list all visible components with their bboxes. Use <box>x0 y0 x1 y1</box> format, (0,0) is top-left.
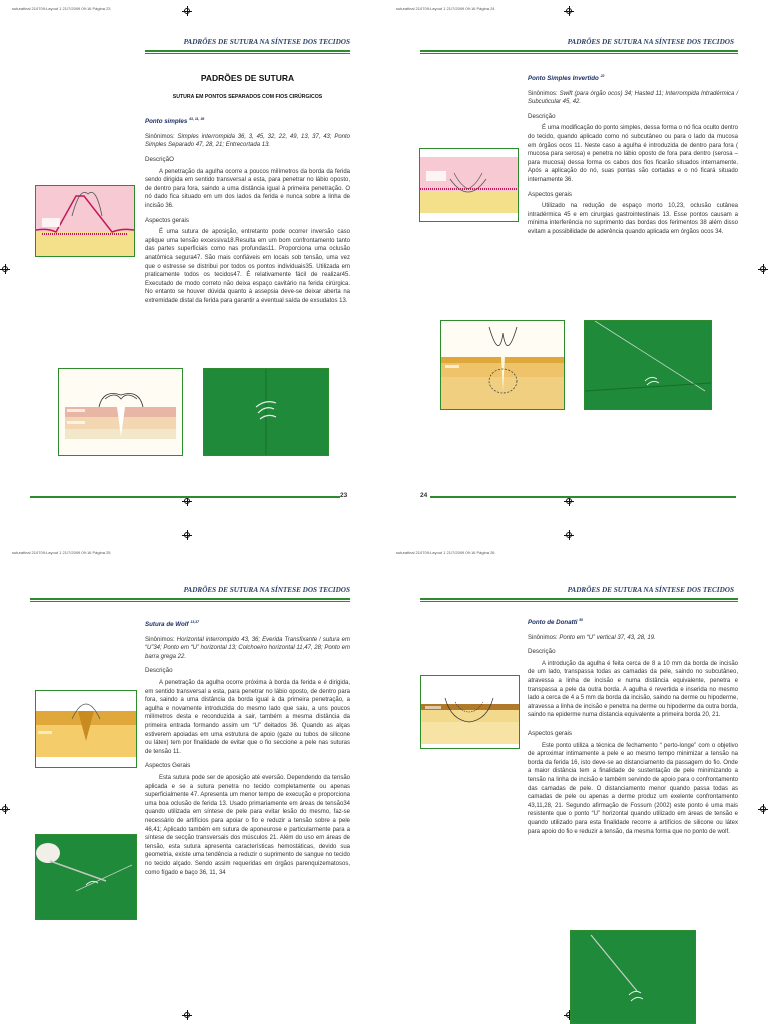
aspects-label: Aspectos gerais <box>528 190 573 198</box>
inverted-stitch-cross-section <box>440 320 565 410</box>
registration-mark-icon <box>0 264 10 274</box>
registration-mark-icon <box>758 804 768 814</box>
section-heading: Ponto Simples Invertido $^{22}$ <box>528 74 605 83</box>
header-rule <box>420 50 738 52</box>
aspects-label: Aspectos gerais <box>528 730 573 737</box>
section-heading: Ponto simples $^{43, 11, 36}$ <box>145 117 205 126</box>
simple-stitch-diagram <box>35 185 135 257</box>
registration-mark-icon <box>564 496 574 506</box>
header-rule <box>145 50 350 52</box>
footer-rule <box>430 496 736 498</box>
description-label: Descrição <box>528 112 556 120</box>
page-26-body <box>528 616 738 839</box>
description-text: A penetração da agulha ocorre a poucos milímetros da borda da ferida sendo dirigida em sentido transversal a esta, para penetrar no lábio oposto, de dentro para fora, saindo a uma distância igual à primeira penetração. O nó dado fica situado em um dos lados da ferida e nunca sobre a linha de incisão 36. <box>145 168 350 209</box>
aspects-label: Aspectos Gerais <box>145 762 191 770</box>
page-25-body <box>145 618 350 880</box>
registration-mark-icon <box>0 804 10 814</box>
running-header: PADRÕES DE SUTURA NA SÍNTESE DOS TECIDOS <box>183 586 350 594</box>
simple-stitch-photo <box>203 368 329 456</box>
page-number: 24 <box>420 492 428 499</box>
header-rule <box>420 598 738 600</box>
aspects-text: Utilizado na redução de espaço morto 10,23, oclusão cutânea intradérmica 45 e em cirurgias gastrointestinais 13. Esse pontos causam a mínima interferência no suprimento das bordas dos ferimentos 38 além disso evitam a possibilidade de aderência quando aplicada em órgãos ocos 34. <box>528 203 738 235</box>
registration-mark-icon <box>758 264 768 274</box>
description-label: Descrição <box>528 648 556 656</box>
wolf-suture-diagram <box>35 690 137 768</box>
registration-mark-icon <box>564 6 574 16</box>
wolf-suture-photo <box>35 834 137 920</box>
description-text: É uma modificação do ponto simples, dessa forma o nó fica oculto dentro do tecido, quando aplicado como nó subcutâneo ou para o lado da mucosa em órgãos ocos 11. Neste caso a agulha é introduzida de dentro para fora ( mucosa para serosa) e penetra no lábio oposto de fora para dentro (serosa – para mucosa) dessa forma os cabos dos fios ficarão situados internamente. Após a aplicação do nó, suas pontas são cortadas e o nó ficará situado internamente 36. <box>528 125 738 183</box>
header-rule-thin <box>420 601 738 602</box>
page-24 <box>384 0 768 512</box>
registration-mark-icon <box>564 530 574 540</box>
registration-mark-icon <box>182 1010 192 1020</box>
inverted-stitch-diagram <box>419 148 519 222</box>
stitch-cross-section <box>58 368 183 456</box>
page-23 <box>0 0 384 512</box>
header-rule-thin <box>145 53 350 54</box>
aspects-text: Esta sutura pode ser de aposição até eversão. Dependendo da tensão aplicada e se a sutura penetra no tecido completamente ou apenas superficialmente 47. Apresenta um menor tempo de execução e proporciona uma boa oclusão de ferida 13. Usado primariamente em áreas de tensão34 quando utilizada em síntese de pele para evitar lesão do mesmo, faz-se necessário de artifícios para apoiar o fio e reduzir a tensão sobre a pele 46,41; Aplicado também em sutura de aponeurose e particularmente para a síntese de secção transversais dos músculos 21. Além do uso em áreas de tensão, esta sutura apresenta características hemostáticas, devido sua geometria, existe uma tendência a reduzir o suprimento de sangue no tecido no tecido alçado. Sendo assim requeridas em órgãos parenquizematosos, como fígado e baço 36, 11, 34 <box>145 774 350 876</box>
aspects-label: Aspectos gerais <box>145 216 190 224</box>
header-rule-thin <box>420 53 738 54</box>
print-slug: suturafinal 210709:Layout 1 21/7/2009 09:16 Página 25 <box>12 550 111 555</box>
synonyms: Sinônimos: Swift (para órgão ocos) 34; Hasted 11; Interrompida Intradérmica / Subcuticular 45, 42. <box>528 90 738 106</box>
page-23-body <box>145 74 350 309</box>
page-number: 23 <box>340 492 348 499</box>
description-text: A penetração da agulha ocorre próxima à borda da ferida e é dirigida, em sentido transversal a esta, para penetrar no lábio oposto, de dentro para fora, saindo a uma distância da borda igual à da primeira penetração, a agulha e novamente introduzida do mesmo lado que saiu, a uns poucos milímetros desta e reconduzida a sair, também a mesma distância da primeira entrada formando assim um “U” deitados 36. Quando as alças estiverem apoiadas em uma estrutura de apoio (gaze ou tubos de silicone ou látex) tem por finalidade de evitar que o fio seccione a pele nas suturas de tensão 11. <box>145 680 350 755</box>
registration-mark-icon <box>182 530 192 540</box>
print-slug: suturafinal 210709:Layout 1 21/7/2009 09:16 Página 23 <box>12 6 111 11</box>
aspects-text: Este ponto utiliza a técnica de fechamento “ perto-longe” com o objetivo de aproximar intimamente a pele e ao mesmo tempo minimizar a tensão na borda da ferida 16, isto deve-se ao distanciamento da passagem do fio. Onde a maior distância tem a finalidade de sustentação de pele minimizando a tensão na linha de incisão e também servindo de apoio para o confrontamento das camadas de pele. O distanciamento menor quando passa todas as camadas de pele ou apenas a derme produz um exelente confrontamento 43,11,28, 21. Segundo afirmação de Fossum (2002) este ponto é uma mais resistente que o ponto “U” horizontal quando utilizado em áreas de tensão e quando utilizado para esta finalidade recorre a artifícios de silicone ou látex para apoio do fio e reduzir a tensão, da mesma forma que no ponto de wolf. <box>528 742 738 835</box>
synonyms: Sinônimos: Simples interrompida 36, 3, 45, 32, 22, 49, 13, 37, 43; Ponto Simples Separado 47, 28, 21; Entrecortada 13. <box>145 133 351 149</box>
section-heading: Ponto de Donatti $^{50}$ <box>528 618 584 627</box>
aspects-text: É uma sutura de aposição, entretanto pode ocorrer inversão caso aplique uma tensão excessiva18.Resulta em um bom confrontamento tanto das partes superficiais como nas profundas11. Proporciona uma oclusão anatômica segura47. São mais confiáveis em locais sob tensão, uma vez que o estresse se distribui por todos os pontos individuais35. Utilizada em praticamente todos os tecidos47. É relativamente fácil de realizar45. Executado de modo correto não deixa espaço cavitário na ferida cirúrgica. No entanto se houver dúvida quanto à assepsia deve-se deixar aberta na extremidade distal da ferida para garantir a eventual saída de exsudatos 13. <box>145 229 350 304</box>
section-heading: Sutura de Wolf $^{13,37}$ <box>145 620 200 629</box>
footer-rule <box>30 496 340 498</box>
inverted-stitch-photo <box>584 320 712 410</box>
page-title: PADRÕES DE SUTURA <box>200 73 295 83</box>
header-rule-thin <box>30 601 350 602</box>
print-slug: suturafinal 210709:Layout 1 21/7/2009 09:16 Página 26 <box>396 550 495 555</box>
description-text: A introdução da agulha é feita cerca de 8 a 10 mm da borda de incisão de um lado, transpassa todas as camadas da pele, saindo no subcutâneo, atravessa a linha de incisão e numa distância equivalente, penetra e transpassa a pele da outra borda. A agulha é revertida e inserida no mesmo lado a cerca de 4 a 5 mm da borda da incisão, saindo na derme ou hipoderme, atravessa a linha de incisão e penetra na derme ou hipoderme da outra borda, saindo na epiderme numa distancia equivalente a primeira borda 20, 21. <box>528 660 738 719</box>
page-24-body <box>528 72 738 240</box>
description-label: Descrição <box>145 667 173 675</box>
running-header: PADRÕES DE SUTURA NA SÍNTESE DOS TECIDOS <box>567 38 734 46</box>
running-header: PADRÕES DE SUTURA NA SÍNTESE DOS TECIDOS <box>567 586 734 594</box>
page-26 <box>384 512 768 1024</box>
donatti-suture-diagram <box>420 675 520 749</box>
registration-mark-icon <box>182 496 192 506</box>
page-25 <box>0 512 384 1024</box>
running-header: PADRÕES DE SUTURA NA SÍNTESE DOS TECIDOS <box>183 38 350 46</box>
header-rule <box>30 598 350 600</box>
donatti-suture-photo <box>570 930 696 1024</box>
registration-mark-icon <box>182 6 192 16</box>
synonyms: Sinônimos: Horizontal interrompido 43, 36; Everida Transfixante / sutura em “U”34; Ponto em “U” horizontal 13; Colchoeiro horizontal 11,47, 28; Ponto em barra grega 22. <box>145 636 350 660</box>
page-subtitle: SUTURA EM PONTOS SEPARADOS COM FIOS CIRÚRGICOS <box>172 93 323 100</box>
print-slug: suturafinal 210709:Layout 1 21/7/2009 09:16 Página 24 <box>396 6 495 11</box>
description-label: DescriçãO <box>145 156 174 164</box>
synonyms: Sinônimos: Ponto em “U” vertical 37, 43, 28, 19. <box>528 634 656 641</box>
